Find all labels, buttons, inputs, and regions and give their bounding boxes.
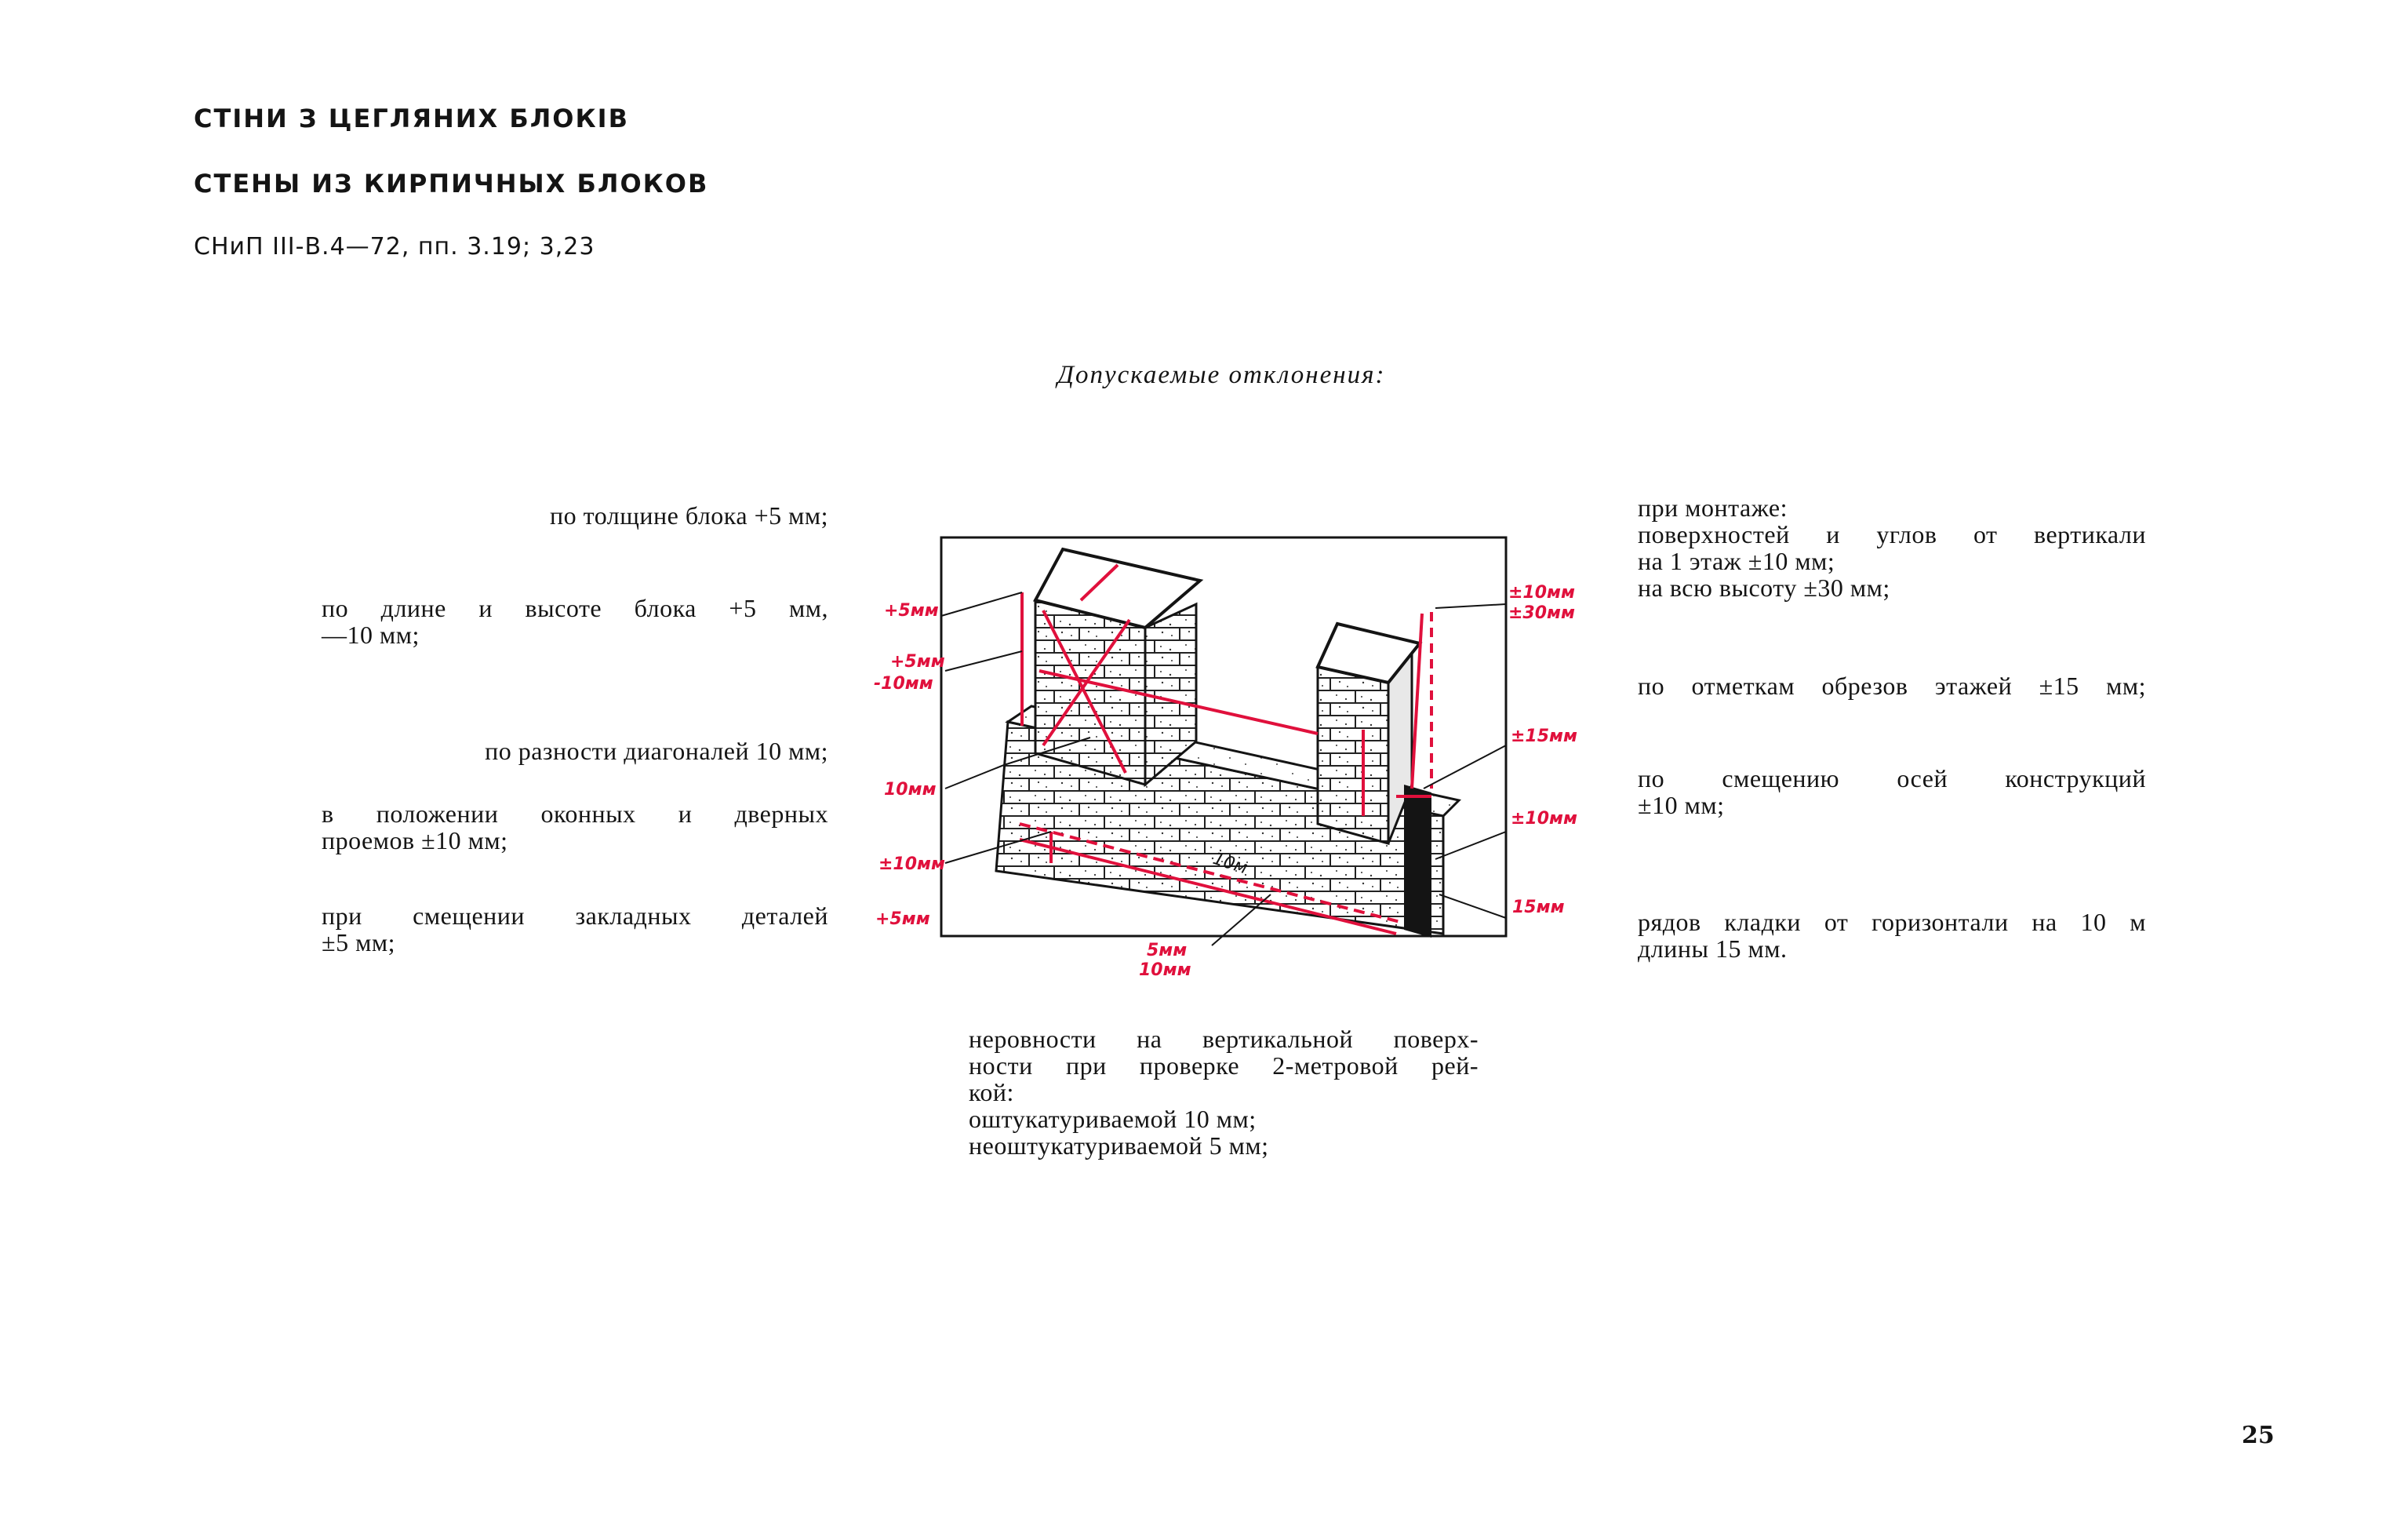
note-line: ности при проверке 2-метровой рей-	[969, 1051, 1479, 1080]
label-right-3: ±10мм	[1511, 809, 1578, 829]
leader-l1	[941, 592, 1022, 616]
label-left-3: 10мм	[884, 780, 937, 800]
leader-r3	[1435, 832, 1506, 859]
masonry-diagram	[863, 518, 1631, 989]
note-block-length-height	[322, 595, 828, 648]
note-surface-unevenness	[969, 1025, 1479, 1159]
note-openings	[322, 800, 828, 854]
title-ukrainian: СТІНИ З ЦЕГЛЯНИХ БЛОКІВ	[194, 104, 629, 133]
note-line: неоштукатуриваемой 5 мм;	[969, 1131, 1269, 1160]
label-inner-10m: 10м	[1210, 848, 1250, 879]
leader-r1	[1435, 604, 1506, 608]
label-right-1b: ±30мм	[1508, 603, 1576, 623]
label-right-1a: ±10мм	[1508, 583, 1576, 603]
end-post	[1404, 785, 1431, 938]
note-line: оштукатуриваемой 10 мм;	[969, 1105, 1257, 1133]
label-left-5: +5мм	[875, 909, 930, 929]
note-block-thickness	[314, 502, 828, 529]
leader-r4	[1439, 894, 1506, 918]
label-left-1: +5мм	[884, 601, 939, 621]
right-pier-face	[1318, 667, 1388, 843]
title-russian: СТЕНЫ ИЗ КИРПИЧНЫХ БЛОКОВ	[194, 169, 709, 199]
note-line: по длине и высоте блока +5 мм,	[322, 594, 828, 622]
note-mounting	[1638, 494, 2146, 601]
snip-reference: СНиП III-В.4—72, пп. 3.19; 3,23	[194, 233, 595, 260]
label-bottom-1: 5мм	[1147, 941, 1188, 960]
note-line: ±10 мм;	[1638, 791, 1725, 819]
note-line: длины 15 мм.	[1638, 934, 1788, 963]
label-right-4: 15мм	[1512, 898, 1565, 917]
label-left-4: ±10мм	[878, 854, 946, 874]
note-floor-marks	[1638, 672, 2146, 699]
note-line: неровности на вертикальной поверх-	[969, 1025, 1479, 1053]
note-line: проемов ±10 мм;	[322, 826, 508, 854]
note-line: рядов кладки от горизонтали на 10 м	[1638, 908, 2146, 936]
label-left-2b: -10мм	[874, 674, 933, 694]
caption-allowed-deviations: Допускаемые отклонения:	[1057, 361, 1386, 389]
note-line: при монтаже:	[1638, 494, 1788, 522]
note-line: по разности диагоналей 10 мм;	[485, 737, 828, 765]
note-line: —10 мм;	[322, 621, 420, 649]
dim-vertical-right	[1412, 614, 1422, 789]
note-line: на 1 этаж ±10 мм;	[1638, 547, 1835, 575]
note-line: по смещению осей конструкций	[1638, 764, 2146, 792]
page-number: 25	[2242, 1422, 2275, 1449]
note-line: ±5 мм;	[322, 928, 395, 956]
note-axes-offset	[1638, 765, 2146, 818]
note-line: по отметкам обрезов этажей ±15 мм;	[1638, 672, 2146, 700]
label-left-2a: +5мм	[890, 652, 945, 672]
note-line: поверхностей и углов от вертикали	[1638, 520, 2146, 548]
note-line: на всю высоту ±30 мм;	[1638, 574, 1890, 602]
label-right-2: ±15мм	[1511, 727, 1578, 746]
note-line: по толщине блока +5 мм;	[550, 501, 828, 530]
note-embedded-parts	[322, 902, 828, 956]
leader-l2	[945, 651, 1022, 671]
note-line: при смещении закладных деталей	[322, 902, 828, 930]
leader-r2	[1424, 745, 1506, 789]
note-masonry-rows	[1638, 909, 2146, 962]
note-line: в положении оконных и дверных	[322, 800, 828, 828]
note-line: кой:	[969, 1078, 1014, 1106]
label-bottom-2: 10мм	[1139, 960, 1191, 980]
note-diagonals	[314, 738, 828, 764]
